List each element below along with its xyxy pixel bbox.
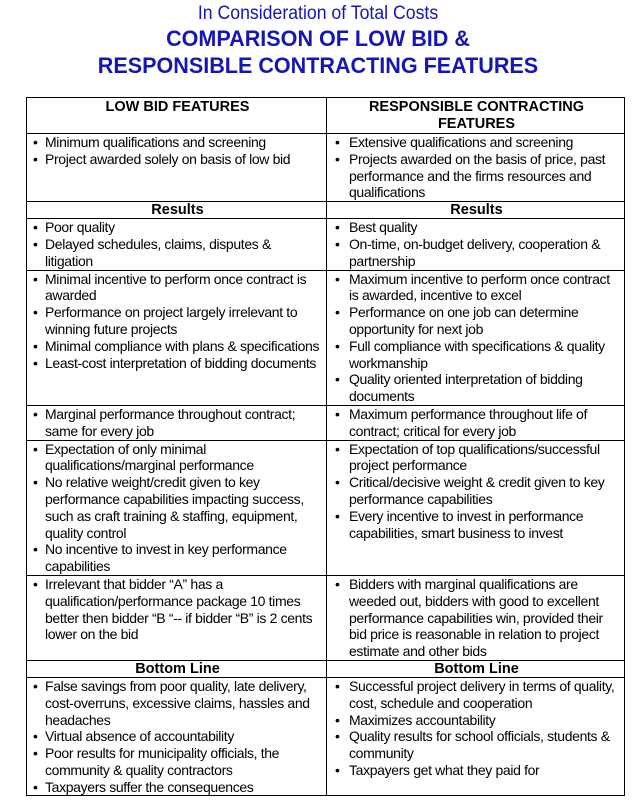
- table-row: [27, 440, 625, 575]
- document-title-line-1: COMPARISON OF LOW BID &: [166, 26, 470, 51]
- responsible-contracting-cell: [327, 677, 625, 796]
- bullet-list: [33, 406, 322, 440]
- list-item: • Best quality: [333, 219, 620, 236]
- section-label-right: Results: [327, 202, 625, 219]
- section-header-row: [27, 202, 625, 219]
- bullet-list: [33, 219, 322, 269]
- list-item: • Minimum qualifications and screening: [33, 134, 322, 151]
- list-item: • Quality oriented interpretation of bidding documents: [333, 371, 620, 405]
- list-item: • Minimal compliance with plans & specifications: [33, 338, 322, 355]
- table-row: [27, 405, 625, 440]
- comparison-table: [26, 97, 625, 796]
- responsible-contracting-cell: [327, 405, 625, 440]
- list-item: • Virtual absence of accountability: [33, 728, 322, 745]
- low-bid-cell: [27, 440, 327, 575]
- responsible-contracting-cell: [327, 270, 625, 405]
- bullet-list: [33, 134, 322, 168]
- bullet-list: [33, 441, 322, 575]
- list-item: • Extensive qualifications and screening: [333, 134, 620, 151]
- table-row: [27, 575, 625, 660]
- list-item: • Critical/decisive weight & credit given to key performance capabilities: [333, 474, 620, 508]
- document-header: [0, 0, 636, 79]
- section-label-left: Results: [27, 202, 327, 219]
- list-item: • Poor results for municipality officials, the community & quality contractors: [33, 745, 322, 779]
- bullet-list: [333, 406, 620, 440]
- list-item: • Delayed schedules, claims, disputes & litigation: [33, 236, 322, 270]
- list-item: • Every incentive to invest in performance capabilities, smart business to invest: [333, 508, 620, 542]
- list-item: • Performance on one job can determine opportunity for next job: [333, 304, 620, 338]
- list-item: • Performance on project largely irrelevant to winning future projects: [33, 304, 322, 338]
- responsible-contracting-cell: [327, 134, 625, 202]
- list-item: • Expectation of only minimal qualifications/marginal performance: [33, 441, 322, 475]
- table-body: [27, 134, 625, 796]
- list-item: • No relative weight/credit given to key performance capabilities impacting success, such as craft training & staffing, equipment, quality control: [33, 474, 322, 541]
- bullet-list: [33, 271, 322, 372]
- responsible-contracting-cell: [327, 219, 625, 270]
- list-item: • Least-cost interpretation of bidding documents: [33, 355, 322, 372]
- section-label-right: Bottom Line: [327, 660, 625, 677]
- low-bid-cell: [27, 677, 327, 796]
- list-item: • Marginal performance throughout contract; same for every job: [33, 406, 322, 440]
- section-header-row: [27, 660, 625, 677]
- table-row: [27, 677, 625, 796]
- low-bid-cell: [27, 134, 327, 202]
- low-bid-cell: [27, 575, 327, 660]
- list-item: • Taxpayers get what they paid for: [333, 762, 620, 779]
- list-item: • On-time, on-budget delivery, cooperation & partnership: [333, 236, 620, 270]
- table-row: [27, 270, 625, 405]
- bullet-list: [33, 678, 322, 796]
- responsible-contracting-cell: [327, 440, 625, 575]
- table-row: [27, 134, 625, 202]
- section-label-left: Bottom Line: [27, 660, 327, 677]
- bullet-list: [333, 441, 620, 542]
- list-item: • No incentive to invest in key performance capabilities: [33, 541, 322, 575]
- list-item: • Taxpayers suffer the consequences: [33, 779, 322, 796]
- bullet-list: [333, 134, 620, 201]
- document-title-line-2: RESPONSIBLE CONTRACTING FEATURES: [97, 53, 539, 78]
- low-bid-cell: [27, 219, 327, 270]
- table-header-row: [27, 98, 625, 134]
- bullet-list: [333, 271, 620, 405]
- responsible-contracting-cell: [327, 575, 625, 660]
- low-bid-cell: [27, 405, 327, 440]
- bullet-list: [333, 678, 620, 779]
- list-item: • Irrelevant that bidder “A” has a qualification/performance package 10 times better then bidder “B “-- if bidder “B” is 2 cents lower on the bid: [33, 576, 322, 643]
- list-item: • Minimal incentive to perform once contract is awarded: [33, 271, 322, 305]
- table-row: [27, 219, 625, 270]
- list-item: • False savings from poor quality, late delivery, cost-overruns, excessive claims, hassles and headaches: [33, 678, 322, 728]
- list-item: • Full compliance with specifications & quality workmanship: [333, 338, 620, 372]
- list-item: • Maximum incentive to perform once contract is awarded, incentive to excel: [333, 271, 620, 305]
- bullet-list: [33, 576, 322, 643]
- list-item: • Maximizes accountability: [333, 712, 620, 729]
- list-item: • Project awarded solely on basis of low bid: [33, 151, 322, 168]
- list-item: • Quality results for school officials, students & community: [333, 728, 620, 762]
- low-bid-cell: [27, 270, 327, 405]
- list-item: • Poor quality: [33, 219, 322, 236]
- document-subtitle: In Consideration of Total Costs: [197, 3, 439, 24]
- list-item: • Successful project delivery in terms of quality, cost, schedule and cooperation: [333, 678, 620, 712]
- column-header-responsible-contracting: RESPONSIBLE CONTRACTING FEATURES: [327, 98, 625, 134]
- list-item: • Projects awarded on the basis of price, past performance and the firms resources and qualifications: [333, 151, 620, 201]
- bullet-list: [333, 219, 620, 269]
- list-item: • Bidders with marginal qualifications are weeded out, bidders with good to excellent performance capabilities win, provided their bid price is reasonable in relation to project estimate and other bids: [333, 576, 620, 660]
- list-item: • Expectation of top qualifications/successful project performance: [333, 441, 620, 475]
- column-header-low-bid: LOW BID FEATURES: [27, 98, 327, 134]
- list-item: • Maximum performance throughout life of contract; critical for every job: [333, 406, 620, 440]
- bullet-list: [333, 576, 620, 660]
